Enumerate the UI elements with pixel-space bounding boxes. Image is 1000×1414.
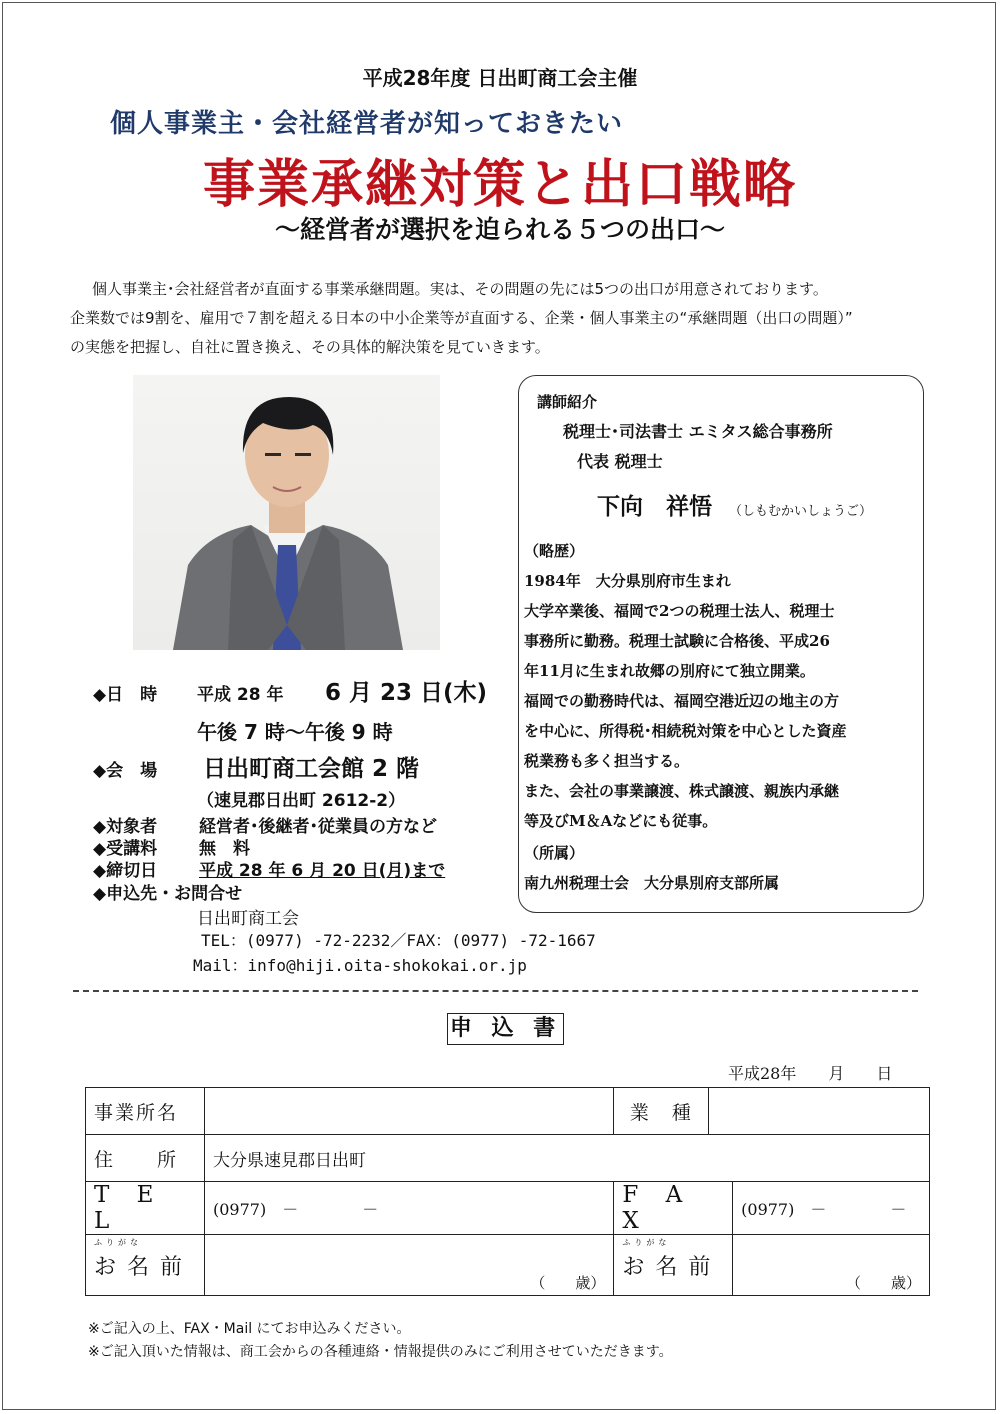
- form-row-names: [86, 1235, 930, 1296]
- event-target: 経営者･後継者･従業員の方など: [199, 817, 437, 837]
- target-label: ◆対象者: [93, 817, 158, 837]
- contact-phone: TEL：(0977) -72-2232／FAX：(0977) -72-1667: [201, 931, 596, 950]
- intro-line: 個人事業主･会社経営者が直面する事業承継問題。実は、その問題の先には5つの出口が用意されております。: [92, 280, 828, 298]
- name-field-2[interactable]: [733, 1235, 930, 1296]
- lecturer-portrait-illustration: [133, 375, 440, 650]
- career-line: 大学卒業後、福岡で2つの税理士法人、税理士: [524, 602, 835, 620]
- form-title: 申 込 書: [447, 1013, 564, 1045]
- industry-label: 業 種: [614, 1088, 709, 1135]
- address-field[interactable]: 大分県速見郡日出町: [205, 1135, 930, 1182]
- career-line: 税業務も多く担当する。: [524, 752, 690, 770]
- industry-field[interactable]: [709, 1088, 930, 1135]
- career-line: を中心に、所得税･相続税対策を中心とした資産: [524, 722, 847, 740]
- event-time: 午後 7 時～午後 9 時: [197, 720, 393, 744]
- membership-heading: （所属）: [524, 844, 585, 862]
- name-label-text-2: お 名 前: [622, 1254, 713, 1280]
- form-date: 平成28年 月 日: [728, 1064, 893, 1083]
- career-line: 1984年 大分県別府市生まれ: [524, 572, 731, 590]
- note-line: ※ご記入の上、FAX・Mail にてお申込みください。: [88, 1321, 411, 1337]
- event-fee: 無 料: [199, 839, 250, 859]
- deadline-label: ◆締切日: [93, 861, 158, 881]
- page-subtitle: ～経営者が選択を迫られる５つの出口～: [274, 215, 725, 244]
- intro-line: の実態を把握し、自社に置き換え、その具体的解決策を見ていきます。: [70, 338, 550, 356]
- name-label-1: [86, 1235, 205, 1296]
- age-label-1: （ 歳）: [530, 1274, 606, 1292]
- sponsor-line: 平成28年度 日出町商工会主催: [362, 66, 638, 90]
- contact-mail: Mail：info@hiji.oita-shokokai.or.jp: [193, 956, 527, 975]
- furigana-label-1: ふりがな: [94, 1238, 142, 1247]
- business-name-field[interactable]: [205, 1088, 614, 1135]
- name-label-text-1: お 名 前: [94, 1254, 184, 1280]
- event-venue: 日出町商工会館 2 階: [203, 756, 420, 782]
- career-line: 事務所に勤務。税理士試験に合格後、平成26: [524, 632, 830, 650]
- career-line: また、会社の事業譲渡、株式譲渡、親族内承継: [524, 782, 840, 800]
- intro-line: 企業数では9割を、雇用で７割を超える日本の中小企業等が直面する、企業・個人事業主の“承継問題（出口の問題）”: [70, 309, 853, 327]
- fee-label: ◆受講料: [93, 839, 158, 859]
- event-deadline: 平成 28 年 6 月 20 日(月)まで: [199, 861, 446, 881]
- application-form: [85, 1087, 930, 1296]
- lecturer-role: 代表 税理士: [577, 452, 663, 471]
- tel-label: T E L: [86, 1182, 205, 1235]
- career-line: 等及びM＆Aなどにも従事。: [524, 812, 718, 830]
- lecturer-name: 下向 祥悟: [597, 493, 712, 520]
- career-heading: （略歴）: [524, 542, 585, 560]
- name-field-1[interactable]: [205, 1235, 614, 1296]
- lecturer-profile-box: [518, 375, 924, 913]
- lecturer-name-reading: （しもむかいしょうご）: [729, 504, 873, 519]
- name-label-2: [614, 1235, 733, 1296]
- form-notes: [88, 1318, 673, 1364]
- page-title: 事業承継対策と出口戦略: [202, 155, 797, 215]
- form-row-address: [86, 1135, 930, 1182]
- lecturer-affiliation: 税理士･司法書士 エミタス総合事務所: [563, 422, 833, 441]
- fax-field[interactable]: (0977) － －: [733, 1182, 930, 1235]
- date-prefix: 平成 28 年: [197, 685, 284, 705]
- address-label: 住 所: [86, 1135, 205, 1182]
- form-row-contact: [86, 1182, 930, 1235]
- venue-address: （速見郡日出町 2612-2）: [197, 791, 406, 811]
- lead-text: 個人事業主・会社経営者が知っておきたい: [110, 109, 624, 139]
- date-label: ◆日 時: [93, 685, 158, 705]
- fax-label: F A X: [614, 1182, 733, 1235]
- furigana-label-2: ふりがな: [622, 1238, 671, 1247]
- contact-org: 日出町商工会: [197, 909, 299, 929]
- venue-label: ◆会 場: [93, 761, 158, 781]
- career-line: 年11月に生まれ故郷の別府にて独立開業。: [524, 662, 815, 680]
- membership-text: 南九州税理士会 大分県別府支部所属: [524, 874, 780, 892]
- form-row-business: [86, 1088, 930, 1135]
- career-line: 福岡での勤務時代は、福岡空港近辺の地主の方: [524, 692, 840, 710]
- lecturer-heading: 講師紹介: [537, 393, 598, 411]
- contact-label: ◆申込先・お問合せ: [93, 884, 243, 904]
- note-line: ※ご記入頂いた情報は、商工会からの各種連絡・情報提供のみにご利用させていただきます。: [88, 1344, 673, 1360]
- tel-field[interactable]: (0977) － －: [205, 1182, 614, 1235]
- age-label-2: （ 歳）: [845, 1274, 921, 1292]
- intro-paragraph: [70, 275, 950, 362]
- cut-line-divider: [73, 990, 918, 992]
- business-name-label: 事業所名: [86, 1088, 205, 1135]
- event-date: 6 月 23 日(木): [325, 680, 488, 706]
- lecturer-photo: [133, 375, 440, 650]
